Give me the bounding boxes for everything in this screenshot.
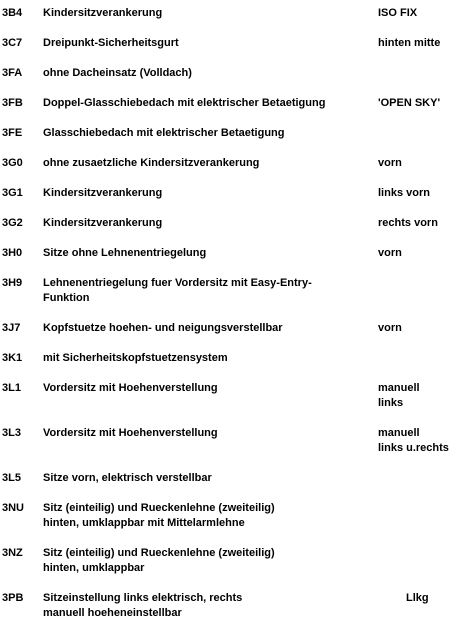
option-code: 3FA — [2, 67, 23, 79]
option-code: 3G2 — [2, 217, 23, 229]
option-code: 3K1 — [2, 352, 23, 364]
option-description-line-2: manuell hoeheneinstellbar — [43, 607, 182, 619]
option-description: Kindersitzverankerung — [43, 187, 163, 199]
option-value-line-2: links — [378, 397, 404, 409]
option-code: 3NU — [2, 502, 25, 514]
option-description: Kindersitzverankerung — [43, 217, 163, 229]
option-description: mit Sicherheitskopfstuetzensystem — [43, 352, 228, 364]
option-value: Llkg — [406, 592, 429, 604]
option-description-line-2: hinten, umklappbar — [43, 562, 145, 574]
option-code: 3L1 — [2, 382, 21, 394]
option-value: manuell — [378, 382, 420, 394]
option-value: vorn — [378, 322, 402, 334]
option-code: 3FE — [2, 127, 23, 139]
option-description: Sitze ohne Lehnenentriegelung — [43, 247, 207, 259]
option-code: 3L3 — [2, 427, 21, 439]
option-description: Vordersitz mit Hoehenverstellung — [43, 427, 218, 439]
option-description: Kindersitzverankerung — [43, 7, 163, 19]
option-value: vorn — [378, 247, 402, 259]
option-value: rechts vorn — [378, 217, 438, 229]
option-value: ISO FIX — [378, 7, 418, 19]
option-value: hinten mitte — [378, 37, 441, 49]
option-value: links vorn — [378, 187, 430, 199]
option-value: vorn — [378, 157, 402, 169]
option-description: Doppel-Glasschiebedach mit elektrischer Betaetigung — [43, 97, 326, 109]
option-code: 3G1 — [2, 187, 23, 199]
option-description: Dreipunkt-Sicherheitsgurt — [43, 37, 179, 49]
option-description: Lehnenentriegelung fuer Vordersitz mit Easy-Entry- — [43, 277, 312, 289]
option-description: ohne Dacheinsatz (Volldach) — [43, 67, 192, 79]
option-code: 3L5 — [2, 472, 21, 484]
option-code: 3C7 — [2, 37, 23, 49]
option-description-line-2: Funktion — [43, 292, 90, 304]
option-description: Sitzeinstellung links elektrisch, rechts — [43, 592, 243, 604]
option-description: Sitz (einteilig) und Rueckenlehne (zweiteilig) — [43, 547, 275, 559]
option-code: 3FB — [2, 97, 23, 109]
option-description: Sitz (einteilig) und Rueckenlehne (zweiteilig) — [43, 502, 275, 514]
option-value-line-2: links u.rechts — [378, 442, 449, 454]
option-code: 3H9 — [2, 277, 23, 289]
option-description: ohne zusaetzliche Kindersitzverankerung — [43, 157, 260, 169]
option-code: 3H0 — [2, 247, 23, 259]
option-value: manuell — [378, 427, 420, 439]
option-description-line-2: hinten, umklappbar mit Mittelarmlehne — [43, 517, 245, 529]
option-description: Glasschiebedach mit elektrischer Betaetigung — [43, 127, 285, 139]
option-code: 3NZ — [2, 547, 23, 559]
option-description: Vordersitz mit Hoehenverstellung — [43, 382, 218, 394]
option-code: 3J7 — [2, 322, 21, 334]
option-description: Sitze vorn, elektrisch verstellbar — [43, 472, 212, 484]
option-code: 3PB — [2, 592, 24, 604]
option-code: 3B4 — [2, 7, 23, 19]
option-description: Kopfstuetze hoehen- und neigungsverstellbar — [43, 322, 283, 334]
option-code: 3G0 — [2, 157, 23, 169]
option-value: 'OPEN SKY' — [378, 97, 441, 109]
